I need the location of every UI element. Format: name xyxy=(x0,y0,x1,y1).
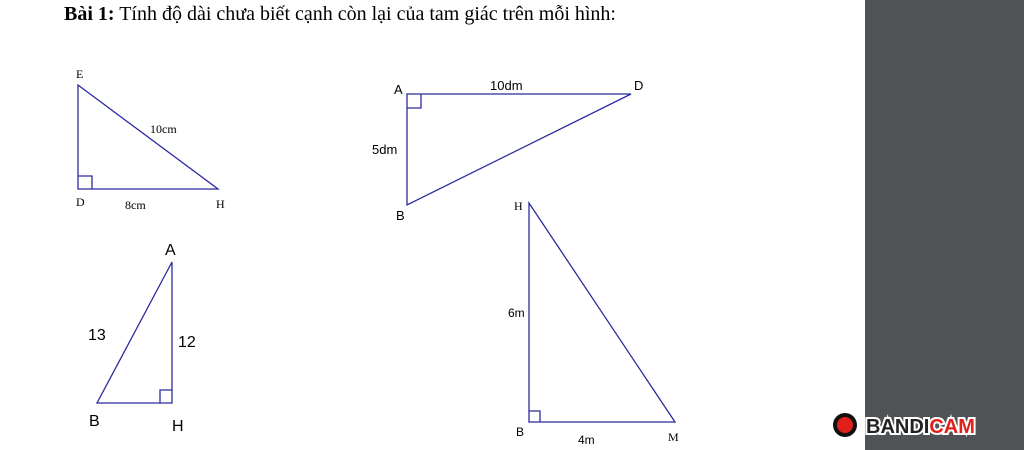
vertex-d-label-2: D xyxy=(634,78,644,93)
right-angle-mark-d xyxy=(78,176,92,189)
edge-ab-length: 13 xyxy=(88,327,106,344)
watermark-text xyxy=(866,416,975,438)
triangle-hbm xyxy=(529,203,675,422)
vertex-h-label-3: H xyxy=(514,199,523,213)
right-angle-mark-h xyxy=(160,390,172,403)
vertex-h-label-2: H xyxy=(172,418,184,435)
bandicam-watermark xyxy=(826,406,1006,444)
triangle-abd xyxy=(407,94,631,205)
edge-eh-label: 10cm xyxy=(150,122,177,136)
exercise-instruction: Tính độ dài chưa biết cạnh còn lại của tam giác trên mỗi hình: xyxy=(119,3,616,25)
triangle-hbm-shape xyxy=(529,203,675,422)
triangle-abd-shape xyxy=(407,94,631,205)
triangle-edh xyxy=(78,85,218,189)
edge-bm-length: 4m xyxy=(578,433,595,447)
vertex-d-label: D xyxy=(76,195,85,209)
triangle-edh-shape xyxy=(78,85,218,189)
record-icon xyxy=(837,417,853,433)
vertex-m-label: M xyxy=(668,430,679,444)
watermark-text-right: CAM xyxy=(929,416,975,438)
exercise-number: Bài 1: xyxy=(64,3,115,25)
edge-ab-label: 5dm xyxy=(372,142,398,157)
vertex-h-label: H xyxy=(216,197,225,211)
triangle-abh-shape xyxy=(97,262,172,403)
side-panel xyxy=(865,0,1024,450)
triangle-abh xyxy=(97,262,172,403)
vertex-b-label-3: B xyxy=(516,425,525,439)
edge-ah-length: 12 xyxy=(178,334,196,351)
vertex-e-label: E xyxy=(76,67,84,81)
edge-ad-label: 10dm xyxy=(490,78,523,93)
edge-dh-label: 8cm xyxy=(125,198,146,212)
vertex-b-label-2: B xyxy=(89,413,100,430)
vertex-a-label-2: A xyxy=(165,242,176,259)
vertex-b-label: B xyxy=(396,208,405,223)
right-angle-mark-a xyxy=(407,94,421,108)
right-angle-mark-b xyxy=(529,411,540,422)
edge-hb-length: 6m xyxy=(508,306,525,320)
watermark-text-left: BANDI xyxy=(866,416,930,438)
vertex-a-label: A xyxy=(394,82,403,97)
